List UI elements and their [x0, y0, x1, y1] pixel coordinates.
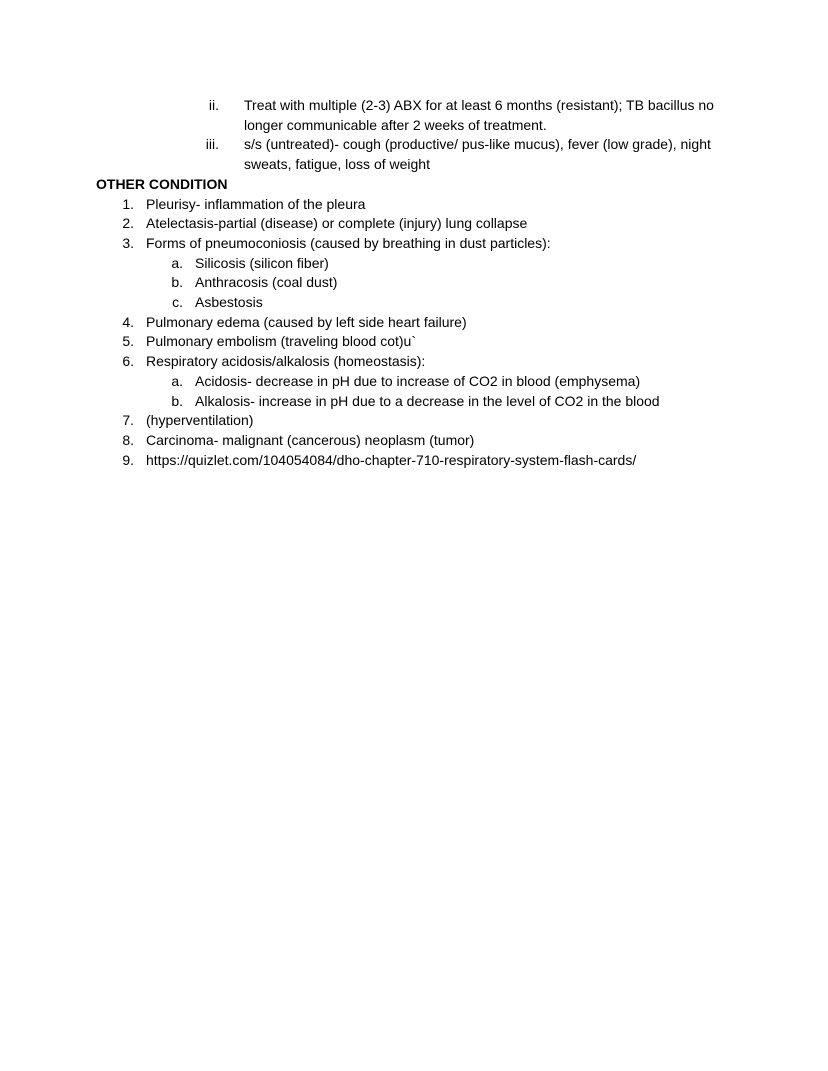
list-marker: 3. — [122, 234, 134, 251]
list-item-roman — [96, 96, 732, 135]
list-item-text: Acidosis- decrease in pH due to increase of CO2 in blood (emphysema) — [195, 372, 641, 389]
list-item-text: Pleurisy- inflammation of the pleura — [146, 195, 366, 212]
list-marker: 4. — [122, 313, 134, 330]
list-item-number — [96, 214, 732, 234]
list-marker: iii. — [205, 136, 219, 153]
list-item-letter — [96, 392, 732, 412]
list-marker: 8. — [122, 431, 134, 448]
list-marker: 6. — [122, 353, 134, 370]
list-marker: c. — [172, 294, 183, 311]
list-marker: a. — [171, 372, 183, 389]
list-marker: b. — [171, 274, 183, 291]
list-item-number — [96, 352, 732, 372]
list-item-number — [96, 332, 732, 352]
list-marker: 2. — [122, 215, 134, 232]
list-item-number — [96, 451, 732, 471]
list-item-text: https://quizlet.com/104054084/dho-chapter-710-respiratory-system-flash-cards/ — [146, 451, 637, 468]
list-marker: b. — [171, 392, 183, 409]
list-item-text: Carcinoma- malignant (cancerous) neoplasm (tumor) — [146, 431, 475, 448]
list-item-letter — [96, 372, 732, 392]
list-item-text: Forms of pneumoconiosis (caused by breathing in dust particles): — [146, 234, 551, 251]
list-item-text: Anthracosis (coal dust) — [195, 274, 338, 291]
list-marker: 7. — [122, 412, 134, 429]
list-item-text: Asbestosis — [195, 294, 263, 311]
list-item-text: Pulmonary embolism (traveling blood cot)u` — [146, 333, 416, 350]
list-marker: 5. — [122, 333, 134, 350]
list-item-letter — [96, 254, 732, 274]
list-marker: 9. — [122, 451, 134, 468]
list-item-text: Atelectasis-partial (disease) or complete (injury) lung collapse — [146, 215, 528, 232]
list-item-number — [96, 411, 732, 431]
list-item-letter — [96, 273, 732, 293]
document-content — [96, 96, 732, 470]
list-item-text: s/s (untreated)- cough (productive/ pus-like mucus), fever (low grade), night sweats, fatigue, loss of weight — [244, 136, 711, 173]
list-item-number — [96, 313, 732, 333]
section-heading: OTHER CONDITION — [96, 175, 228, 192]
list-item-text: Treat with multiple (2-3) ABX for at least 6 months (resistant); TB bacillus no longer communicable after 2 weeks of treatment. — [244, 97, 714, 133]
roman-numeral-list — [96, 96, 732, 175]
list-item-number — [96, 234, 732, 254]
list-item-roman — [96, 135, 732, 174]
list-marker: 1. — [122, 195, 134, 212]
list-item-text: Respiratory acidosis/alkalosis (homeostasis): — [146, 353, 426, 370]
numbered-list — [96, 195, 732, 471]
list-item-number — [96, 195, 732, 215]
list-item-letter — [96, 293, 732, 313]
list-item-text: Pulmonary edema (caused by left side heart failure) — [146, 313, 467, 330]
list-marker: a. — [171, 254, 183, 271]
list-item-text: Alkalosis- increase in pH due to a decrease in the level of CO2 in the blood — [195, 392, 660, 409]
list-item-number — [96, 431, 732, 451]
list-marker: ii. — [208, 97, 219, 113]
list-item-text: Silicosis (silicon fiber) — [195, 254, 329, 271]
list-item-text: (hyperventilation) — [146, 412, 254, 429]
